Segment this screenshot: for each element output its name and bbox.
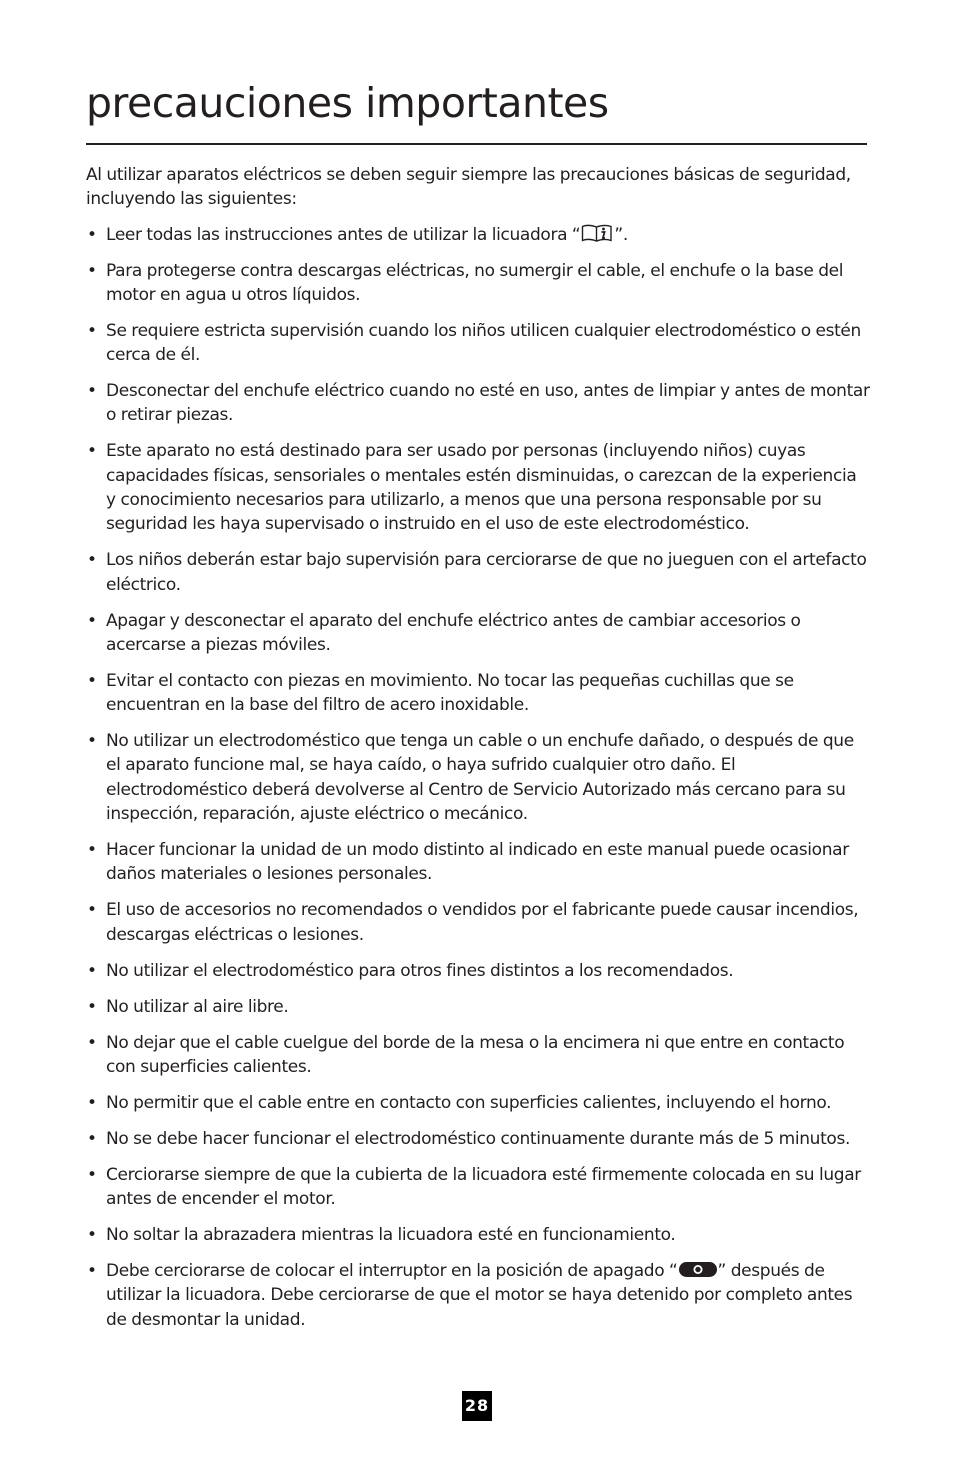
list-item: • Se requiere estricta supervisión cuando los niños utilicen cualquier electrodoméstico o estén cerca de él. [86,319,870,368]
intro-paragraph: Al utilizar aparatos eléctricos se deben seguir siempre las precauciones básicas de seguridad, incluyendo las siguientes: [86,165,851,210]
page-number: 28 [462,1391,492,1421]
precautions-list [86,223,870,1332]
off-switch-icon [678,1261,718,1278]
list-item-text: Debe cerciorarse de colocar el interruptor en la posición de apagado “ [106,1261,678,1282]
list-item: • El uso de accesorios no recomendados o vendidos por el fabricante puede causar incendios, descargas eléctricas o lesiones. [86,898,870,947]
list-item: • Desconectar del enchufe eléctrico cuando no esté en uso, antes de limpiar y antes de montar o retirar piezas. [86,379,870,428]
list-item: • No dejar que el cable cuelgue del borde de la mesa o la encimera ni que entre en contacto con superficies calientes. [86,1031,870,1080]
list-item: • No utilizar el electrodoméstico para otros fines distintos a los recomendados. [86,959,870,983]
list-item-text-end: ”. [614,224,628,245]
list-item: • Evitar el contacto con piezas en movimiento. No tocar las pequeñas cuchillas que se encuentran en la base del filtro de acero inoxidable. [86,669,870,718]
list-item: • Los niños deberán estar bajo supervisión para cerciorarse de que no jueguen con el artefacto eléctrico. [86,548,870,597]
list-item [86,223,870,247]
title-divider [86,143,867,145]
list-item: • No se debe hacer funcionar el electrodoméstico continuamente durante más de 5 minutos. [86,1127,870,1151]
list-item: • Cerciorarse siempre de que la cubierta de la licuadora esté firmemente colocada en su lugar antes de encender el motor. [86,1163,870,1212]
list-item: • No soltar la abrazadera mientras la licuadora esté en funcionamiento. [86,1223,870,1247]
list-item: • Hacer funcionar la unidad de un modo distinto al indicado en este manual puede ocasionar daños materiales o lesiones personales. [86,838,870,887]
list-item: • Apagar y desconectar el aparato del enchufe eléctrico antes de cambiar accesorios o acercarse a piezas móviles. [86,609,870,658]
list-item: • Este aparato no está destinado para ser usado por personas (incluyendo niños) cuyas capacidades físicas, sensoriales o mentales estén disminuidas, o carezcan de la experiencia y conocimiento necesarios para utilizarlo, a menos que una persona responsable por su seguridad les haya supervisado o instruido en el uso de este electrodoméstico. [86,439,870,536]
list-item: • No permitir que el cable entre en contacto con superficies calientes, incluyendo el horno. [86,1091,870,1115]
list-item: • No utilizar al aire libre. [86,995,870,1019]
list-item [86,1259,870,1332]
content-body [86,163,870,1344]
list-item-text-end: ” después de utilizar la licuadora. Debe cerciorarse de que el motor se haya detenido por completo antes de desmontar la unidad. [106,1261,853,1330]
list-item-text: Leer todas las instrucciones antes de utilizar la licuadora “ [106,224,581,245]
list-item: • Para protegerse contra descargas eléctricas, no sumergir el cable, el enchufe o la base del motor en agua u otros líquidos. [86,259,870,308]
book-info-icon [580,223,614,243]
list-item: • No utilizar un electrodoméstico que tenga un cable o un enchufe dañado, o después de que el aparato funcione mal, se haya caído, o haya sufrido cualquier otro daño. El electrodoméstico deberá devolverse al Centro de Servicio Autorizado más cercano para su inspección, reparación, ajuste eléctrico o mecánico. [86,729,870,826]
page-title: precauciones importantes [86,79,609,127]
